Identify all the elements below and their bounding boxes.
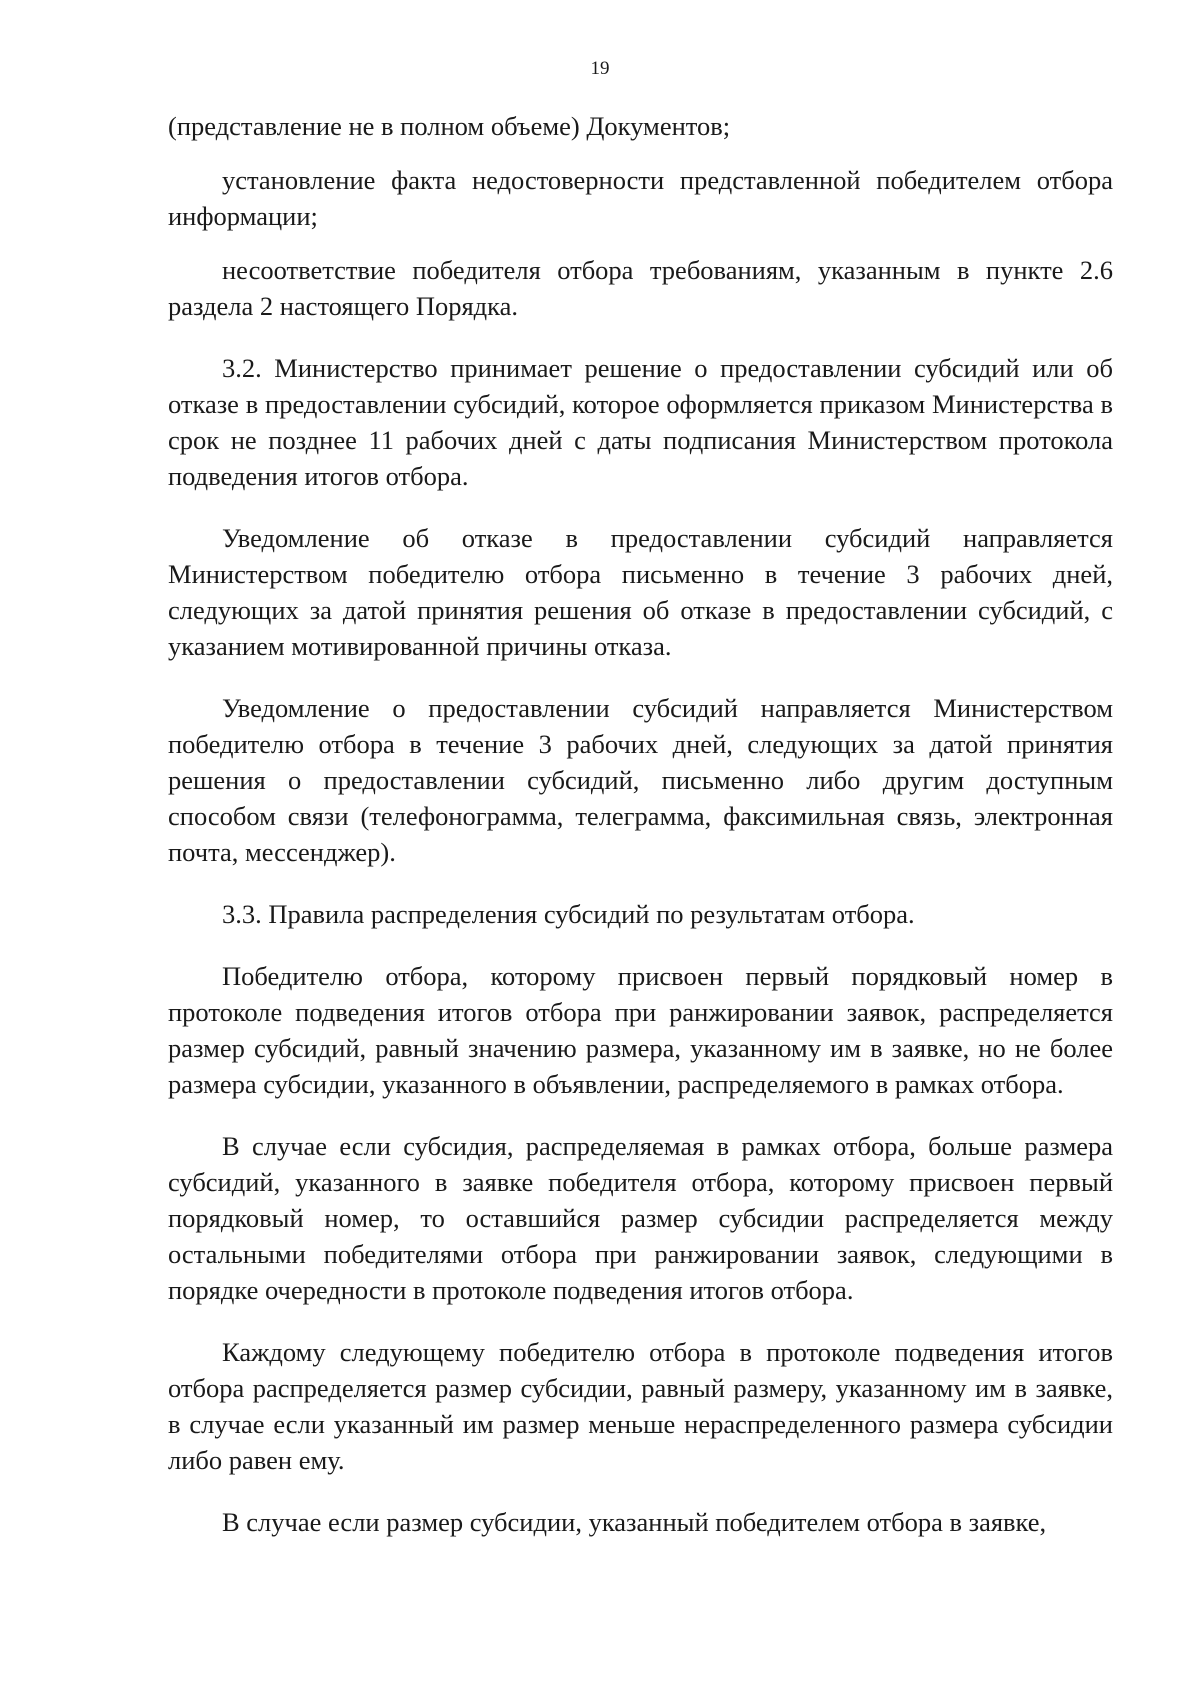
document-body [168,108,1113,1558]
paragraph: В случае если субсидия, распределяемая в рамках отбора, больше размера субсидий, указанного в заявке победителя отбора, которому присвоен первый порядковый номер, то оставшийся размер субсидии распределяется между остальными победителями отбора при ранжировании заявок, следующими в порядке очередности в протоколе подведения итогов отбора. [168,1131,1113,1305]
paragraph: В случае если размер субсидии, указанный победителем отбора в заявке, [222,1507,1047,1537]
paragraph: Каждому следующему победителю отбора в протоколе подведения итогов отбора распределяется размер субсидии, равный размеру, указанному им в заявке, в случае если указанный им размер меньше нераспределенного размера субсидии либо равен ему. [168,1337,1113,1475]
paragraph: несоответствие победителя отбора требованиям, указанным в пункте 2.6 раздела 2 настоящего Порядка. [168,255,1113,321]
section-heading: 3.3. Правила распределения субсидий по результатам отбора. [222,899,915,929]
page-number: 19 [590,58,610,79]
paragraph: Уведомление об отказе в предоставлении субсидий направляется Министерством победителю отбора письменно в течение 3 рабочих дней, следующих за датой принятия решения об отказе в предоставлении субсидий, с указанием мотивированной причины отказа. [168,523,1113,661]
paragraph: Уведомление о предоставлении субсидий направляется Министерством победителю отбора в течение 3 рабочих дней, следующих за датой принятия решения о предоставлении субсидий, письменно либо другим доступным способом связи (телефонограмма, телеграмма, факсимильная связь, электронная почта, мессенджер). [168,693,1113,867]
paragraph: Победителю отбора, которому присвоен первый порядковый номер в протоколе подведения итогов отбора при ранжировании заявок, распределяется размер субсидий, равный значению размера, указанному им в заявке, но не более размера субсидии, указанного в объявлении, распределяемого в рамках отбора. [168,961,1113,1099]
paragraph: установление факта недостоверности представленной победителем отбора информации; [168,165,1113,231]
paragraph: 3.2. Министерство принимает решение о предоставлении субсидий или об отказе в предоставлении субсидий, которое оформляется приказом Министерства в срок не позднее 11 рабочих дней с даты подписания Министерством протокола подведения итогов отбора. [168,353,1113,491]
paragraph: (представление не в полном объеме) Документов; [168,111,731,141]
